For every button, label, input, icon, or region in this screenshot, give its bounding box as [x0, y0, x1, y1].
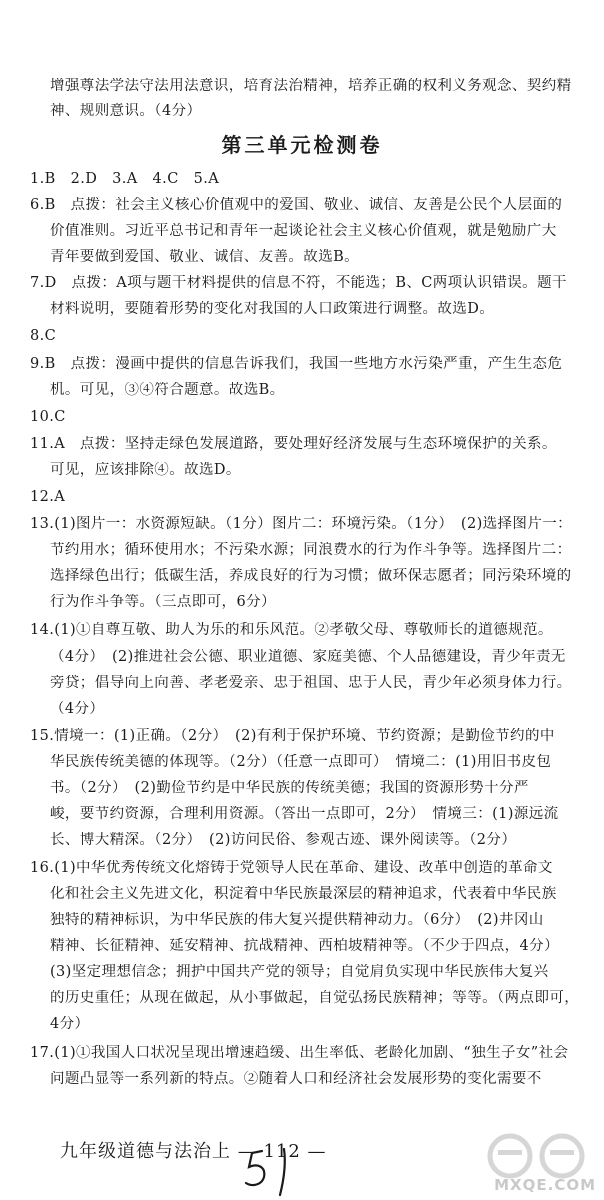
text-line: 青年要做到爱国、敬业、诚信、友善。故选B。 — [50, 249, 360, 265]
text-line: （4分） (2)推进社会公德、职业道德、家庭美德、个人品德建设，青少年责无 — [50, 649, 566, 665]
text-line: 可见，应该排除④。故选D。 — [50, 462, 241, 478]
text-line: 17.(1)①我国人口状况呈现出增速趋缓、出生率低、老龄化加剧、“独生子女”社会 — [30, 1045, 569, 1061]
text-line: 书。（2分） (2)勤俭节约是中华民族的传统美德；我国的资源形势十分严 — [50, 780, 529, 796]
text-line: 的历史重任；从现在做起，从小事做起，自觉弘扬民族精神；等等。（两点即可， — [50, 990, 580, 1006]
handwritten-page-number — [240, 1143, 310, 1199]
text-line: 精神、长征精神、延安精神、抗战精神、西柏坡精神等。（不少于四点，4分） — [50, 938, 559, 954]
text-line: 1.B 2.D 3.A 4.C 5.A — [30, 171, 220, 187]
text-line: 10.C — [30, 409, 66, 425]
text-line: 峻，要节约资源，合理利用资源。（答出一点即可，2分） 情境三：(1)源远流 — [50, 806, 559, 822]
text-line: 11.A 点拨：坚持走绿色发展道路，要处理好经济发展与生态环境保护的关系。 — [30, 436, 557, 452]
text-line: (3)坚定理想信念；拥护中国共产党的领导；自觉肩负实现中华民族伟大复兴 — [50, 964, 549, 980]
section-title: 第三单元检测卷 — [221, 133, 383, 157]
text-line: 节约用水；循环使用水；不污染水源；同浪费水的行为作斗争等。选择图片二： — [50, 542, 572, 558]
text-line: 16.(1)中华优秀传统文化熔铸于党领导人民在革命、建设、改革中创造的革命文 — [30, 860, 553, 876]
text-line: 问题凸显等一系列新的特点。②随着人口和经济社会发展形势的变化需要不 — [50, 1071, 542, 1087]
text-line: 15.情境一：(1)正确。（2分） (2)有利于保护环境、节约资源；是勤俭节约的中 — [30, 728, 555, 744]
page-footer: 九年级道德与法治上 — 112 — — [60, 1141, 327, 1162]
text-line: 神、规则意识。（4分） — [50, 103, 202, 119]
text-line: 增强尊法学法守法用法意识，培育法治精神，培养正确的权利义务观念、契约精 — [50, 78, 572, 94]
text-line: 6.B 点拨：社会主义核心价值观中的爱国、敬业、诚信、友善是公民个人层面的 — [30, 197, 563, 213]
text-line: 独特的精神标识，为中华民族的伟大复兴提供精神动力。（6分） (2)井冈山 — [50, 912, 544, 928]
text-line: 材料说明，要随着形势的变化对我国的人口政策进行调整。故选D。 — [50, 301, 495, 317]
text-line: 选择绿色出行；低碳生活，养成良好的行为习惯；做环保志愿者；同污染环境的 — [50, 568, 572, 584]
text-line: 7.D 点拨：A项与题干材料提供的信息不符，不能选；B、C两项认识错误。题干 — [30, 275, 567, 291]
text-line: 13.(1)图片一：水资源短缺。（1分）图片二：环境污染。（1分） (2)选择图片一： — [30, 516, 573, 532]
text-line: 价值准则。习近平总书记和青年一起谈论社会主义核心价值观，就是勉励广大 — [50, 223, 557, 239]
text-line: 4分） — [50, 1016, 90, 1032]
text-line: 行为作斗争等。（三点即可，6分） — [50, 594, 276, 610]
text-line: 长、博大精深。（2分） (2)访问民俗、参观古迹、课外阅读等。（2分） — [50, 832, 517, 848]
text-line: 12.A — [30, 489, 66, 505]
text-line: 9.B 点拨：漫画中提供的信息告诉我们，我国一些地方水污染严重，产生生态危 — [30, 356, 563, 372]
text-line: 旁贷；倡导向上向善、孝老爱亲、忠于祖国、忠于人民，青少年必须身体力行。 — [50, 675, 572, 691]
text-line: 8.C — [30, 328, 57, 344]
text-line: 机。可见，③④符合题意。故选B。 — [50, 382, 285, 398]
text-line: 华民族传统美德的体现等。（2分）（任意一点即可） 情境二：(1)用旧书皮包 — [50, 754, 552, 770]
text-line: （4分） — [50, 701, 105, 717]
watermark-text: MXQE.COM — [494, 1176, 596, 1194]
text-line: 化和社会主义先进文化，积淀着中华民族最深层的精神追求，代表着中华民族 — [50, 886, 557, 902]
text-line: 14.(1)①自尊互敬、助人为乐的和乐风范。②孝敬父母、尊敬师长的道德规范。 — [30, 622, 553, 638]
